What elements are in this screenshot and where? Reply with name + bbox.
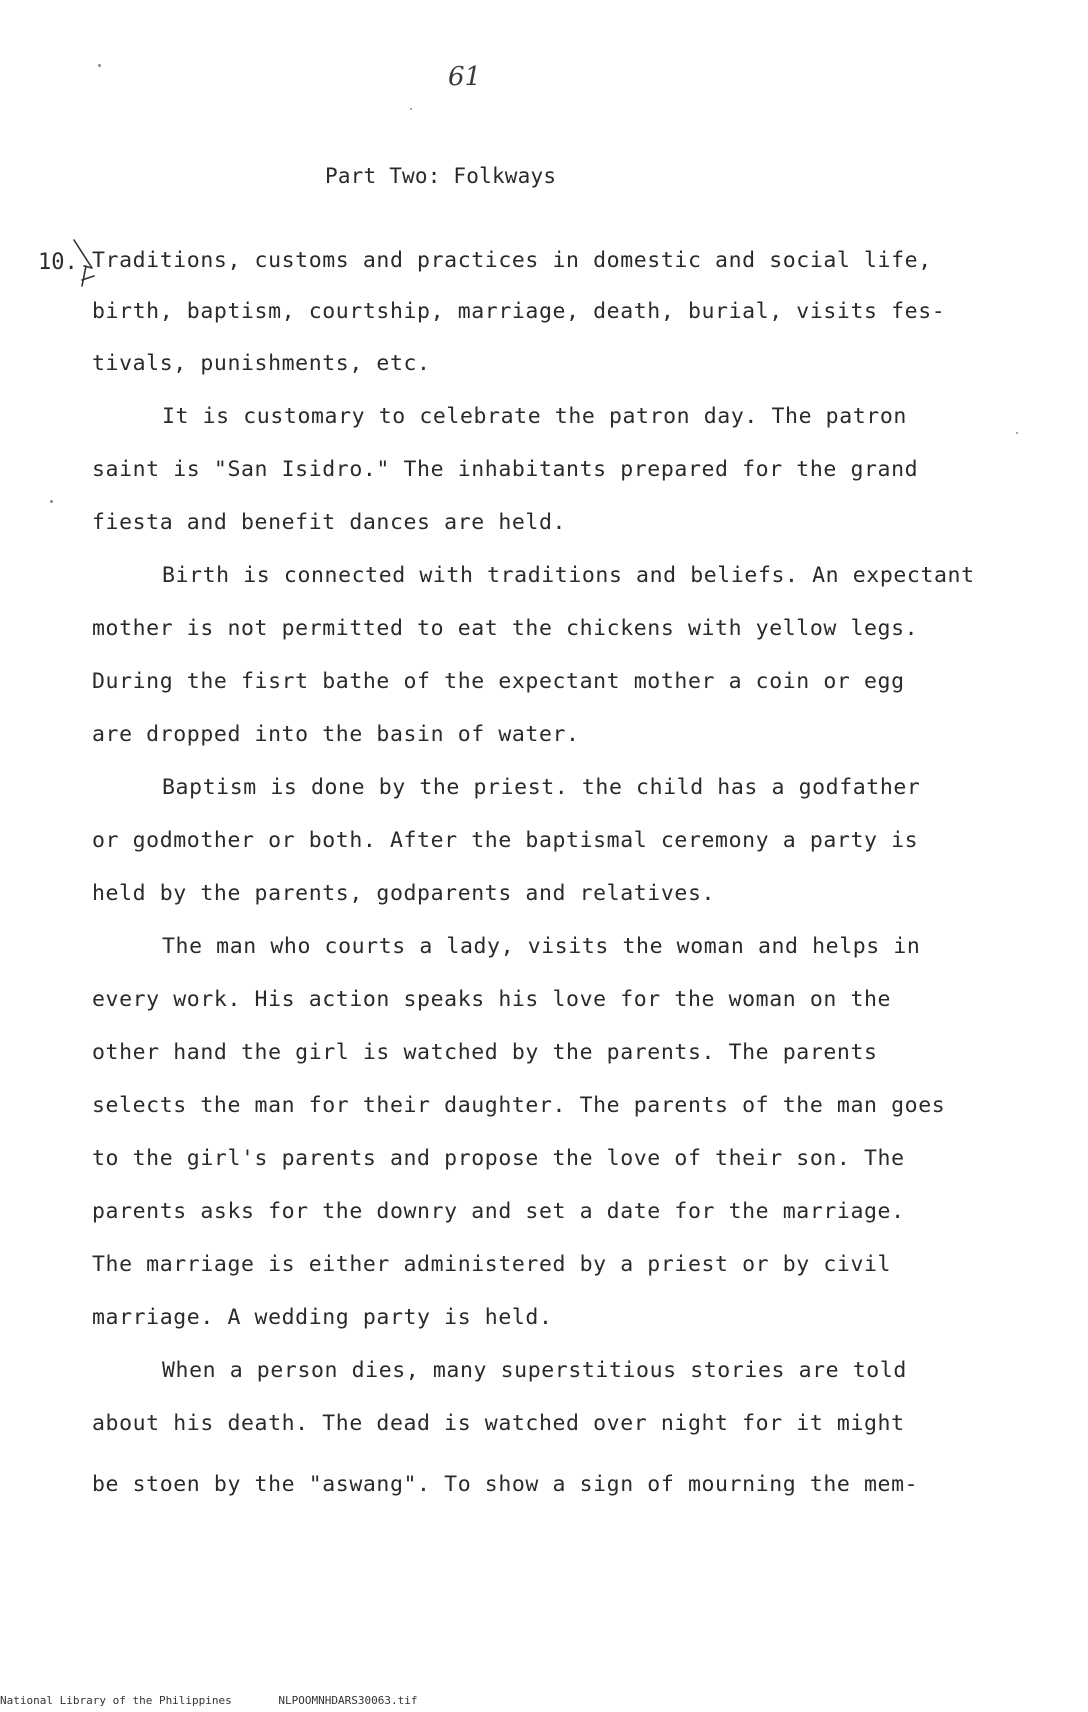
scan-speck — [1016, 432, 1018, 434]
text-line: other hand the girl is watched by the parents. The parents — [92, 1040, 878, 1065]
text-line: The man who courts a lady, visits the woman and helps in — [162, 934, 921, 959]
page-number: 61 — [448, 62, 482, 92]
text-line: to the girl's parents and propose the love of their son. The — [92, 1146, 905, 1171]
scan-speck — [50, 500, 53, 503]
text-line: or godmother or both. After the baptismal ceremony a party is — [92, 828, 919, 853]
text-line: fiesta and benefit dances are held. — [92, 510, 567, 535]
text-line: The marriage is either administered by a priest or by civil — [92, 1252, 892, 1277]
text-line: be stoen by the "aswang". To show a sign of mourning the mem- — [92, 1472, 919, 1497]
footer — [0, 1694, 458, 1707]
text-line: mother is not permitted to eat the chickens with yellow legs. — [92, 616, 919, 641]
text-line: Traditions, customs and practices in domestic and social life, — [92, 248, 932, 273]
text-line: tivals, punishments, etc. — [92, 351, 431, 376]
text-line: are dropped into the basin of water. — [92, 722, 580, 747]
text-line: Baptism is done by the priest. the child has a godfather — [162, 775, 921, 800]
section-heading: Part Two: Folkways — [325, 164, 557, 188]
text-line: selects the man for their daughter. The parents of the man goes — [92, 1093, 946, 1118]
text-line: held by the parents, godparents and relatives. — [92, 881, 716, 906]
footer-library: National Library of the Philippines — [0, 1694, 232, 1707]
text-line: It is customary to celebrate the patron day. The patron — [162, 404, 907, 429]
scan-speck — [410, 108, 412, 110]
text-line: birth, baptism, courtship, marriage, death, burial, visits fes- — [92, 299, 946, 324]
item-number: 10. — [38, 250, 78, 275]
text-line: every work. His action speaks his love for the woman on the — [92, 987, 892, 1012]
text-line: marriage. A wedding party is held. — [92, 1305, 553, 1330]
footer-file: NLPOOMNHDARS30063.tif — [278, 1694, 418, 1707]
text-line: Birth is connected with traditions and beliefs. An expectant — [162, 563, 975, 588]
scan-speck — [98, 64, 101, 67]
text-line: parents asks for the downry and set a date for the marriage. — [92, 1199, 905, 1224]
text-line: During the fisrt bathe of the expectant mother a coin or egg — [92, 669, 905, 694]
text-line: When a person dies, many superstitious stories are told — [162, 1358, 907, 1383]
text-line: saint is "San Isidro." The inhabitants prepared for the grand — [92, 457, 919, 482]
text-line: about his death. The dead is watched over night for it might — [92, 1411, 905, 1436]
